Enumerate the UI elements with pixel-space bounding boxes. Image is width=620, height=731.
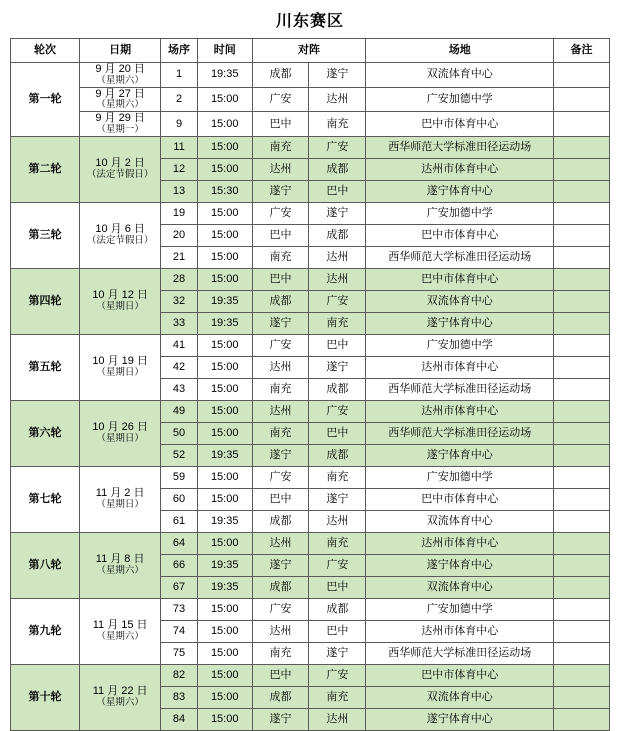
home-team: 成都 [252, 576, 309, 598]
match-venue: 达州市体育中心 [366, 532, 554, 554]
away-team: 巴中 [309, 422, 366, 444]
match-time: 15:00 [197, 334, 252, 356]
home-team: 南充 [252, 642, 309, 664]
column-header-date: 日期 [80, 39, 161, 63]
match-note [554, 356, 610, 378]
match-note [554, 598, 610, 620]
match-note [554, 334, 610, 356]
home-team: 达州 [252, 356, 309, 378]
match-venue: 巴中市体育中心 [366, 112, 554, 137]
match-date-weekday: （星期日） [96, 499, 144, 511]
home-team: 广安 [252, 202, 309, 224]
match-time: 15:00 [197, 400, 252, 422]
match-order: 11 [161, 136, 198, 158]
match-venue: 广安加德中学 [366, 87, 554, 112]
away-team: 成都 [309, 378, 366, 400]
column-header-note: 备注 [554, 39, 610, 63]
match-date-main: 9 月 20 日 [95, 63, 145, 75]
match-venue: 双流体育中心 [366, 686, 554, 708]
away-team: 巴中 [309, 334, 366, 356]
away-team: 成都 [309, 224, 366, 246]
match-date-main: 11 月 22 日 [92, 685, 148, 698]
away-team: 达州 [309, 87, 366, 112]
match-note [554, 664, 610, 686]
match-order: 83 [161, 686, 198, 708]
schedule-table [10, 38, 610, 731]
table-row [11, 202, 610, 224]
column-header-time: 时间 [197, 39, 252, 63]
match-note [554, 642, 610, 664]
match-date-main: 10 月 12 日 [92, 289, 148, 302]
match-date [80, 202, 161, 268]
match-date-main: 10 月 26 日 [92, 421, 148, 434]
match-note [554, 576, 610, 598]
home-team: 达州 [252, 620, 309, 642]
away-team: 广安 [309, 136, 366, 158]
table-row [11, 334, 610, 356]
match-time: 15:00 [197, 686, 252, 708]
home-team: 广安 [252, 466, 309, 488]
match-date [80, 87, 161, 112]
match-order: 82 [161, 664, 198, 686]
match-time: 15:00 [197, 642, 252, 664]
match-note [554, 708, 610, 730]
round-label: 第八轮 [11, 532, 80, 598]
match-note [554, 180, 610, 202]
match-date-main: 9 月 27 日 [95, 87, 145, 100]
away-team: 巴中 [309, 180, 366, 202]
match-note [554, 136, 610, 158]
match-venue: 广安加德中学 [366, 202, 554, 224]
home-team: 南充 [252, 136, 309, 158]
match-note [554, 378, 610, 400]
match-note [554, 112, 610, 137]
home-team: 遂宁 [252, 554, 309, 576]
match-time: 15:00 [197, 378, 252, 400]
away-team: 成都 [309, 444, 366, 466]
match-note [554, 290, 610, 312]
match-time: 15:30 [197, 180, 252, 202]
home-team: 巴中 [252, 664, 309, 686]
match-time: 15:00 [197, 466, 252, 488]
match-time: 19:35 [197, 554, 252, 576]
home-team: 南充 [252, 378, 309, 400]
match-date [80, 664, 161, 730]
away-team: 广安 [309, 290, 366, 312]
away-team: 达州 [309, 246, 366, 268]
match-order: 28 [161, 268, 198, 290]
home-team: 达州 [252, 400, 309, 422]
match-date-main: 10 月 6 日 [95, 223, 145, 236]
match-note [554, 620, 610, 642]
match-order: 13 [161, 180, 198, 202]
match-venue: 西华师范大学标准田径运动场 [366, 246, 554, 268]
away-team: 广安 [309, 664, 366, 686]
match-venue: 广安加德中学 [366, 598, 554, 620]
match-order: 60 [161, 488, 198, 510]
match-venue: 西华师范大学标准田径运动场 [366, 136, 554, 158]
away-team: 达州 [309, 708, 366, 730]
match-order: 74 [161, 620, 198, 642]
table-row [11, 598, 610, 620]
match-date-weekday: （星期日） [96, 301, 144, 313]
column-header-matchup: 对阵 [252, 39, 366, 63]
match-note [554, 466, 610, 488]
home-team: 南充 [252, 422, 309, 444]
away-team: 遂宁 [309, 356, 366, 378]
home-team: 南充 [252, 246, 309, 268]
home-team: 巴中 [252, 224, 309, 246]
home-team: 广安 [252, 87, 309, 112]
match-date-main: 11 月 8 日 [95, 553, 145, 566]
match-venue: 巴中市体育中心 [366, 488, 554, 510]
match-note [554, 532, 610, 554]
home-team: 成都 [252, 290, 309, 312]
away-team: 广安 [309, 400, 366, 422]
match-time: 19:35 [197, 63, 252, 88]
match-order: 9 [161, 112, 198, 137]
match-venue: 广安加德中学 [366, 334, 554, 356]
round-label: 第六轮 [11, 400, 80, 466]
match-date-weekday: （星期六） [96, 99, 144, 111]
match-time: 15:00 [197, 87, 252, 112]
home-team: 遂宁 [252, 312, 309, 334]
match-order: 59 [161, 466, 198, 488]
match-order: 41 [161, 334, 198, 356]
match-venue: 西华师范大学标准田径运动场 [366, 378, 554, 400]
match-time: 19:35 [197, 312, 252, 334]
match-note [554, 87, 610, 112]
match-order: 49 [161, 400, 198, 422]
away-team: 巴中 [309, 620, 366, 642]
match-note [554, 246, 610, 268]
home-team: 遂宁 [252, 708, 309, 730]
away-team: 广安 [309, 554, 366, 576]
match-note [554, 400, 610, 422]
match-time: 15:00 [197, 202, 252, 224]
round-label: 第九轮 [11, 598, 80, 664]
home-team: 达州 [252, 158, 309, 180]
match-date [80, 400, 161, 466]
away-team: 达州 [309, 268, 366, 290]
match-date-weekday: （星期六） [96, 631, 144, 643]
table-header [11, 39, 610, 63]
match-venue: 双流体育中心 [366, 576, 554, 598]
match-order: 33 [161, 312, 198, 334]
match-date-weekday: （星期六） [96, 697, 144, 709]
match-order: 84 [161, 708, 198, 730]
match-date-main: 9 月 29 日 [95, 112, 145, 125]
match-time: 15:00 [197, 224, 252, 246]
round-label: 第十轮 [11, 664, 80, 730]
header-row [11, 39, 610, 63]
match-venue: 达州市体育中心 [366, 620, 554, 642]
match-order: 20 [161, 224, 198, 246]
home-team: 广安 [252, 334, 309, 356]
match-date [80, 63, 161, 88]
table-row [11, 136, 610, 158]
home-team: 成都 [252, 63, 309, 88]
match-venue: 西华师范大学标准田径运动场 [366, 642, 554, 664]
match-order: 42 [161, 356, 198, 378]
away-team: 遂宁 [309, 202, 366, 224]
match-order: 43 [161, 378, 198, 400]
match-time: 15:00 [197, 620, 252, 642]
match-date-weekday: （星期日） [96, 433, 144, 445]
match-date [80, 136, 161, 202]
round-label: 第四轮 [11, 268, 80, 334]
match-time: 15:00 [197, 598, 252, 620]
match-venue: 遂宁体育中心 [366, 708, 554, 730]
match-venue: 遂宁体育中心 [366, 444, 554, 466]
match-date [80, 268, 161, 334]
match-venue: 双流体育中心 [366, 290, 554, 312]
match-date-weekday: （法定节假日） [86, 235, 154, 247]
match-note [554, 686, 610, 708]
home-team: 成都 [252, 686, 309, 708]
match-date-main: 10 月 19 日 [92, 355, 148, 368]
home-team: 巴中 [252, 488, 309, 510]
away-team: 南充 [309, 312, 366, 334]
match-note [554, 488, 610, 510]
home-team: 广安 [252, 598, 309, 620]
match-time: 15:00 [197, 532, 252, 554]
table-row [11, 268, 610, 290]
match-order: 67 [161, 576, 198, 598]
match-date [80, 466, 161, 532]
home-team: 成都 [252, 510, 309, 532]
match-note [554, 202, 610, 224]
match-note [554, 312, 610, 334]
away-team: 达州 [309, 510, 366, 532]
match-note [554, 63, 610, 88]
match-time: 15:00 [197, 246, 252, 268]
match-time: 19:35 [197, 576, 252, 598]
match-venue: 遂宁体育中心 [366, 554, 554, 576]
match-time: 19:35 [197, 510, 252, 532]
match-venue: 遂宁体育中心 [366, 312, 554, 334]
match-order: 32 [161, 290, 198, 312]
match-venue: 广安加德中学 [366, 466, 554, 488]
round-label: 第五轮 [11, 334, 80, 400]
match-order: 64 [161, 532, 198, 554]
match-date [80, 598, 161, 664]
away-team: 南充 [309, 532, 366, 554]
match-date-main: 11 月 15 日 [92, 619, 148, 632]
away-team: 南充 [309, 466, 366, 488]
match-time: 15:00 [197, 136, 252, 158]
column-header-round: 轮次 [11, 39, 80, 63]
home-team: 遂宁 [252, 180, 309, 202]
round-label: 第七轮 [11, 466, 80, 532]
match-order: 52 [161, 444, 198, 466]
match-order: 12 [161, 158, 198, 180]
match-time: 15:00 [197, 664, 252, 686]
table-row [11, 664, 610, 686]
match-date-weekday: （星期六） [96, 74, 144, 86]
home-team: 遂宁 [252, 444, 309, 466]
table-row [11, 87, 610, 112]
column-header-venue: 场地 [366, 39, 554, 63]
home-team: 达州 [252, 532, 309, 554]
match-venue: 西华师范大学标准田径运动场 [366, 422, 554, 444]
page-title: 川东赛区 [275, 13, 344, 30]
match-time: 15:00 [197, 158, 252, 180]
match-order: 61 [161, 510, 198, 532]
match-date [80, 112, 161, 137]
match-time: 15:00 [197, 708, 252, 730]
match-venue: 达州市体育中心 [366, 158, 554, 180]
match-venue: 达州市体育中心 [366, 400, 554, 422]
match-venue: 双流体育中心 [366, 63, 554, 88]
round-label: 第一轮 [11, 63, 80, 137]
away-team: 成都 [309, 158, 366, 180]
match-note [554, 268, 610, 290]
home-team: 巴中 [252, 112, 309, 137]
match-note [554, 554, 610, 576]
match-venue: 巴中市体育中心 [366, 224, 554, 246]
match-time: 15:00 [197, 356, 252, 378]
match-order: 75 [161, 642, 198, 664]
match-date-weekday: （星期六） [96, 565, 144, 577]
match-venue: 达州市体育中心 [366, 356, 554, 378]
away-team: 成都 [309, 598, 366, 620]
match-order: 50 [161, 422, 198, 444]
away-team: 南充 [309, 686, 366, 708]
match-date [80, 334, 161, 400]
match-date [80, 532, 161, 598]
match-time: 15:00 [197, 422, 252, 444]
match-time: 19:35 [197, 444, 252, 466]
table-row [11, 112, 610, 137]
away-team: 南充 [309, 112, 366, 137]
away-team: 遂宁 [309, 63, 366, 88]
table-row [11, 532, 610, 554]
match-venue: 巴中市体育中心 [366, 268, 554, 290]
away-team: 巴中 [309, 576, 366, 598]
match-venue: 双流体育中心 [366, 510, 554, 532]
table-row [11, 466, 610, 488]
match-note [554, 422, 610, 444]
match-order: 21 [161, 246, 198, 268]
table-row [11, 63, 610, 88]
table-body [11, 63, 610, 731]
away-team: 遂宁 [309, 488, 366, 510]
match-note [554, 224, 610, 246]
match-venue: 巴中市体育中心 [366, 664, 554, 686]
match-order: 19 [161, 202, 198, 224]
match-date-weekday: （星期日） [96, 367, 144, 379]
match-order: 66 [161, 554, 198, 576]
round-label: 第三轮 [11, 202, 80, 268]
match-venue: 遂宁体育中心 [366, 180, 554, 202]
match-date-main: 11 月 2 日 [95, 487, 145, 500]
match-date-main: 10 月 2 日 [95, 157, 145, 170]
match-note [554, 444, 610, 466]
table-row [11, 400, 610, 422]
match-note [554, 158, 610, 180]
match-note [554, 510, 610, 532]
match-date-weekday: （星期一） [96, 123, 144, 135]
match-order: 73 [161, 598, 198, 620]
match-order: 2 [161, 87, 198, 112]
home-team: 巴中 [252, 268, 309, 290]
match-date-weekday: （法定节假日） [86, 169, 154, 181]
match-time: 15:00 [197, 112, 252, 137]
away-team: 遂宁 [309, 642, 366, 664]
column-header-order: 场序 [161, 39, 198, 63]
round-label: 第二轮 [11, 136, 80, 202]
match-time: 15:00 [197, 488, 252, 510]
match-order: 1 [161, 63, 198, 88]
match-time: 19:35 [197, 290, 252, 312]
match-time: 15:00 [197, 268, 252, 290]
